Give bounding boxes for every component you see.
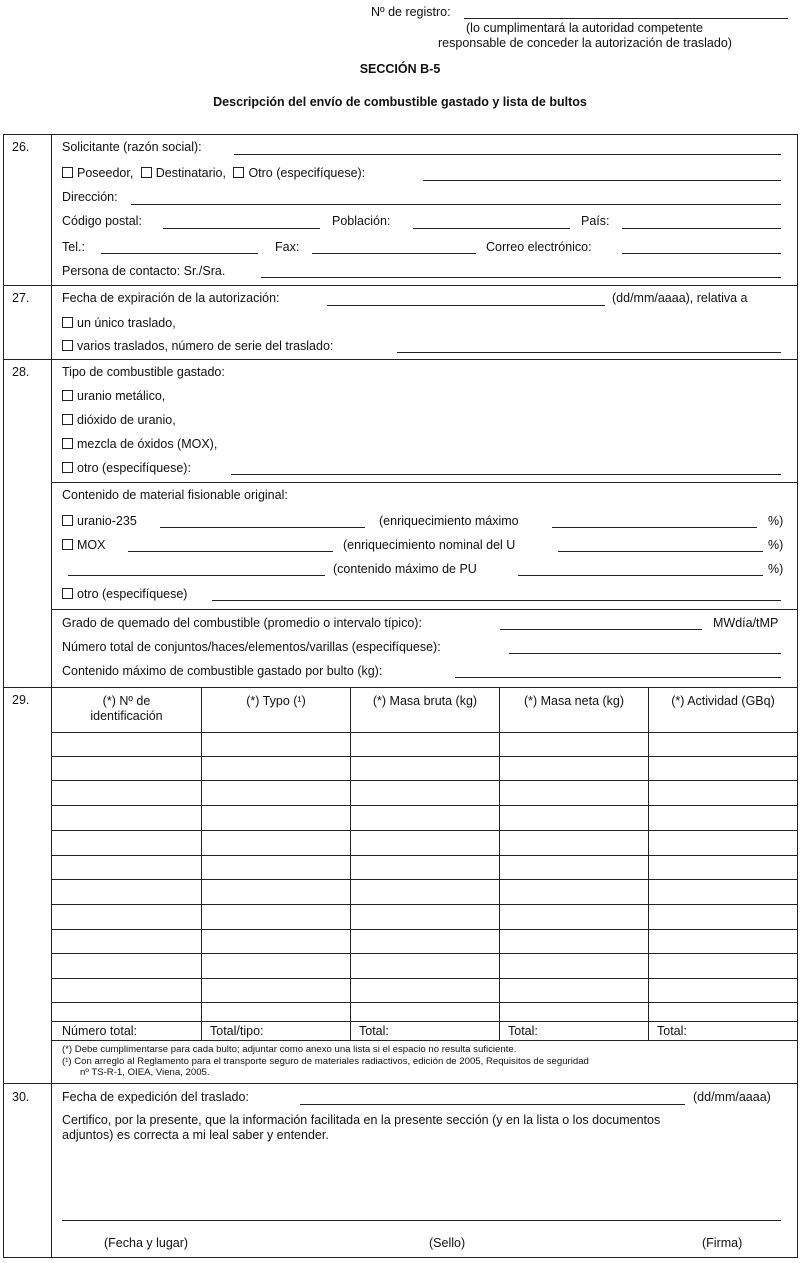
solicitante-label: Solicitante (razón social):: [62, 140, 202, 154]
mox-label: MOX: [77, 538, 106, 552]
border-left: [3, 134, 4, 1258]
firma-label: (Firma): [702, 1236, 743, 1250]
border-top: [3, 134, 798, 135]
grado-field[interactable]: [500, 629, 702, 630]
col-header-masa-bruta: (*) Masa bruta (kg): [372, 694, 478, 708]
cont-pu-pct: %): [768, 562, 784, 576]
section-title: SECCIÓN B-5: [359, 62, 441, 76]
poseedor-label: Poseedor,: [77, 166, 134, 180]
varios-traslados-row: [62, 339, 333, 353]
divider-30: [3, 1083, 798, 1084]
divider-29-notes: [51, 1040, 798, 1041]
correo-field[interactable]: [622, 253, 781, 254]
destinatario-label: Destinatario,: [155, 166, 226, 180]
grado-unit: MWdía/tMP: [713, 616, 779, 630]
destinatario-checkbox[interactable]: [141, 167, 152, 178]
row-line: [51, 929, 798, 930]
pais-label: País:: [581, 214, 610, 228]
contenido-label: Contenido de material fisionable original:: [62, 488, 288, 502]
section-28-number: 28.: [12, 365, 30, 379]
section-27-number: 27.: [12, 291, 30, 305]
poblacion-field[interactable]: [413, 228, 570, 229]
uranio235-field[interactable]: [160, 527, 365, 528]
row-line: [51, 1021, 798, 1022]
row-line: [51, 978, 798, 979]
col-line-4: [648, 687, 649, 1040]
persona-field[interactable]: [261, 277, 781, 278]
divider-27: [3, 285, 798, 286]
fecha-lugar-label: (Fecha y lugar): [104, 1236, 189, 1250]
otro2-label: otro (especifíquese): [77, 587, 188, 601]
role-row: [62, 166, 365, 180]
col-header-actividad: (*) Actividad (GBq): [671, 694, 775, 708]
row-line: [51, 830, 798, 831]
pu-lead-field[interactable]: [68, 575, 325, 576]
border-bottom: [3, 1257, 798, 1258]
numero-serie-field[interactable]: [397, 352, 781, 353]
col-header-identificacion: [52, 694, 201, 724]
pais-field[interactable]: [622, 228, 781, 229]
border-right: [797, 134, 798, 1258]
col-header-identificacion-line2: identificación: [90, 709, 163, 723]
poblacion-label: Población:: [332, 214, 391, 228]
otro2-field[interactable]: [212, 600, 781, 601]
otro-checkbox[interactable]: [233, 167, 244, 178]
direccion-label: Dirección:: [62, 190, 118, 204]
col-line-3: [499, 687, 500, 1040]
uranio-metalico-label: uranio metálico,: [77, 389, 166, 403]
unico-traslado-label: un único traslado,: [77, 316, 176, 330]
otro-combustible-checkbox[interactable]: [62, 462, 73, 473]
mezcla-row: [62, 437, 217, 451]
total-numero: Número total:: [62, 1024, 138, 1038]
enr-max-field[interactable]: [552, 527, 757, 528]
otro2-row: [62, 587, 187, 601]
row-line: [51, 780, 798, 781]
fecha-expiracion-label: Fecha de expiración de la autorización:: [62, 291, 280, 305]
grado-label: Grado de quemado del combustible (promedio o intervalo típico):: [62, 616, 422, 630]
registro-note-1: (lo cumplimentará la autoridad competente: [466, 21, 703, 35]
total-masa-neta: Total:: [508, 1024, 538, 1038]
registro-field[interactable]: [464, 18, 788, 19]
uranio235-row: [62, 514, 137, 528]
enr-nom-label: (enriquecimiento nominal del U: [343, 538, 516, 552]
solicitante-field[interactable]: [234, 154, 781, 155]
mox-row: [62, 538, 105, 552]
uranio235-checkbox[interactable]: [62, 515, 73, 526]
unico-traslado-checkbox[interactable]: [62, 317, 73, 328]
col-line-1: [201, 687, 202, 1040]
row-line: [51, 953, 798, 954]
correo-label: Correo electrónico:: [486, 240, 592, 254]
col-header-identificacion-line1: (*) Nº de: [102, 694, 151, 708]
row-line: [51, 1002, 798, 1003]
contenido-max-field[interactable]: [455, 677, 781, 678]
poseedor-checkbox[interactable]: [62, 167, 73, 178]
otro-combustible-row: [62, 461, 191, 475]
numero-total-field[interactable]: [509, 653, 781, 654]
sello-label: (Sello): [429, 1236, 466, 1250]
registro-note-2: responsable de conceder la autorización de traslado): [438, 36, 732, 50]
certifico-line-1: Certifico, por la presente, que la información facilitada en la presente sección (y en la lista o los documentos: [62, 1113, 661, 1127]
unico-traslado-row: [62, 316, 176, 330]
fecha-expedicion-label: Fecha de expedición del traslado:: [62, 1090, 249, 1104]
fax-label: Fax:: [275, 240, 300, 254]
section-subtitle: Descripción del envío de combustible gastado y lista de bultos: [213, 95, 587, 109]
otro2-checkbox[interactable]: [62, 588, 73, 599]
enr-max-pct: %): [768, 514, 784, 528]
divider-28c: [51, 609, 798, 610]
enr-nom-field[interactable]: [558, 551, 763, 552]
row-line: [51, 904, 798, 905]
footnote-2b: nº TS-R-1, OIEA, Viena, 2005.: [80, 1067, 210, 1078]
col-header-tipo: (*) Typo (¹): [246, 694, 306, 708]
numero-total-label: Número total de conjuntos/haces/elementos/varillas (especifíquese):: [62, 640, 441, 654]
enr-nom-pct: %): [768, 538, 784, 552]
mox-field[interactable]: [128, 551, 333, 552]
total-tipo: Total/tipo:: [210, 1024, 264, 1038]
tel-field[interactable]: [101, 253, 258, 254]
divider-28b: [51, 482, 798, 483]
codigo-postal-label: Código postal:: [62, 214, 142, 228]
dioxido-label: dióxido de uranio,: [77, 413, 176, 427]
total-actividad: Total:: [657, 1024, 687, 1038]
codigo-postal-field[interactable]: [163, 228, 320, 229]
dioxido-checkbox[interactable]: [62, 414, 73, 425]
fecha-expedicion-field[interactable]: [300, 1104, 685, 1105]
tel-label: Tel.:: [62, 240, 85, 254]
otro-label: Otro (especifíquese):: [248, 166, 366, 180]
fecha-expiracion-field[interactable]: [327, 305, 605, 306]
fax-field[interactable]: [312, 253, 476, 254]
registro-label: Nº de registro:: [371, 5, 451, 19]
tipo-combustible-label: Tipo de combustible gastado:: [62, 365, 225, 379]
otro-combustible-label: otro (especifíquese):: [77, 461, 191, 475]
row-line: [51, 756, 798, 757]
fecha-expiracion-suffix: (dd/mm/aaaa), relativa a: [612, 291, 748, 305]
mezcla-checkbox[interactable]: [62, 438, 73, 449]
section-30-number: 30.: [12, 1090, 30, 1104]
fecha-expedicion-suffix: (dd/mm/aaaa): [693, 1090, 771, 1104]
divider-28: [3, 359, 798, 360]
contenido-max-label: Contenido máximo de combustible gastado por bulto (kg):: [62, 664, 383, 678]
cont-pu-field[interactable]: [518, 575, 763, 576]
row-line: [51, 855, 798, 856]
mox-checkbox[interactable]: [62, 539, 73, 550]
certifico-line-2: adjuntos) es correcta a mi leal saber y entender.: [62, 1128, 329, 1142]
mezcla-label: mezcla de óxidos (MOX),: [77, 437, 218, 451]
enr-max-label: (enriquecimiento máximo: [379, 514, 519, 528]
footnote-2a: (¹) Con arreglo al Reglamento para el transporte seguro de materiales radiactivos, edición de 2005, Requisitos de seguridad: [62, 1056, 589, 1067]
divider-29: [3, 687, 798, 688]
signature-line[interactable]: [62, 1220, 781, 1221]
section-29-number: 29.: [12, 693, 30, 707]
cont-pu-label: (contenido máximo de PU: [333, 562, 477, 576]
row-line: [51, 732, 798, 733]
dioxido-row: [62, 413, 176, 427]
section-26-number: 26.: [12, 140, 30, 154]
col-header-masa-neta: (*) Masa neta (kg): [523, 694, 625, 708]
uranio235-label: uranio-235: [77, 514, 137, 528]
uranio-metalico-row: [62, 389, 165, 403]
row-line: [51, 805, 798, 806]
uranio-metalico-checkbox[interactable]: [62, 390, 73, 401]
persona-label: Persona de contacto: Sr./Sra.: [62, 264, 226, 278]
varios-traslados-label: varios traslados, número de serie del traslado:: [77, 339, 334, 353]
col-line-2: [350, 687, 351, 1040]
otro-combustible-field[interactable]: [231, 474, 781, 475]
otro-field[interactable]: [423, 180, 781, 181]
footnote-1: (*) Debe cumplimentarse para cada bulto; adjuntar como anexo una lista si el espacio no resulta suficiente.: [62, 1044, 517, 1055]
total-masa-bruta: Total:: [359, 1024, 389, 1038]
direccion-field[interactable]: [131, 204, 781, 205]
varios-traslados-checkbox[interactable]: [62, 340, 73, 351]
row-line: [51, 879, 798, 880]
